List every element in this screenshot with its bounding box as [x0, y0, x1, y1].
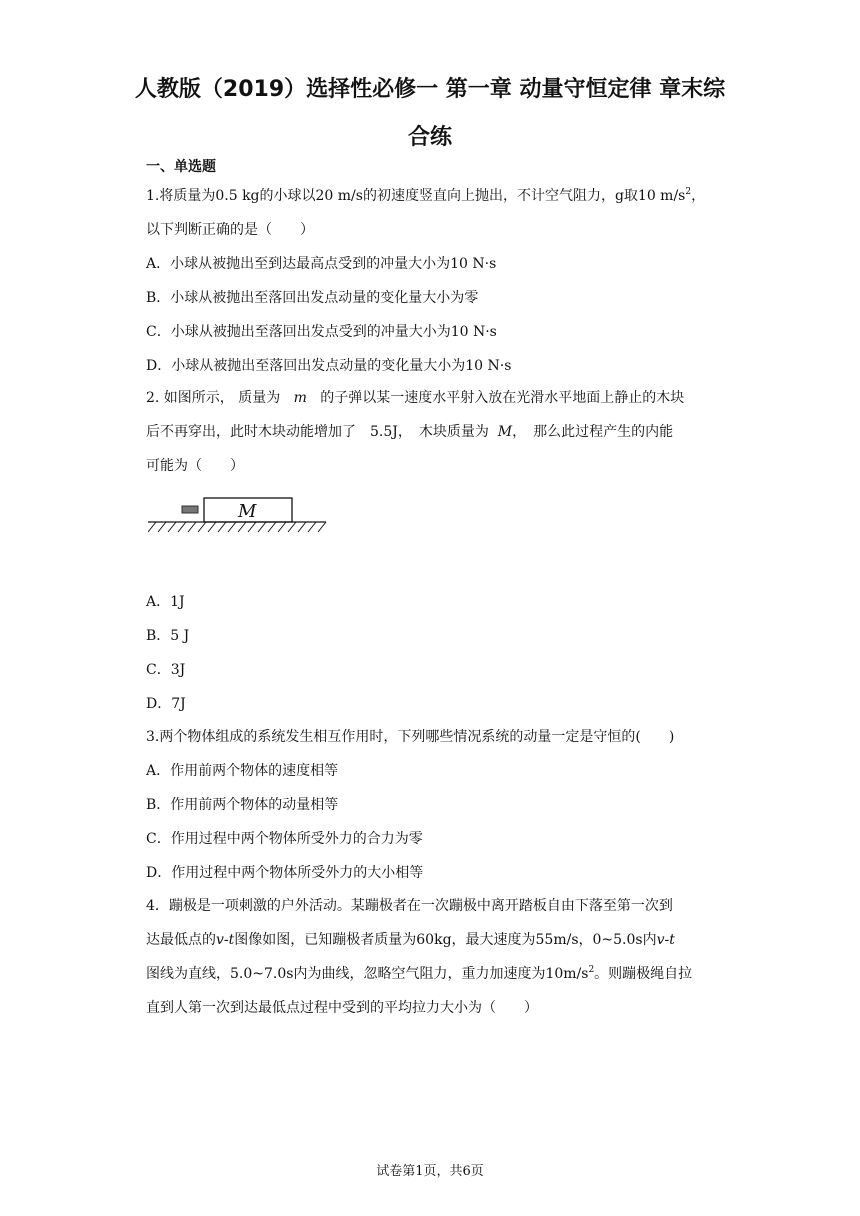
page-footer: 试卷第1页，共6页	[376, 1164, 484, 1179]
q2-stem-line1	[146, 388, 684, 408]
q4-text-b: 图像如图，已知蹦极者质量为60kg，最大速度为55m/s，0~5.0s内	[234, 932, 657, 948]
q3-option-c: C．作用过程中两个物体所受外力的合力为零	[146, 831, 423, 847]
title-line-1: 人教版（2019）选择性必修一 第一章 动量守恒定律 章末综	[134, 77, 726, 102]
q2-var-M: M	[497, 424, 513, 440]
q1-option-b: B．小球从被抛出至落回出发点动量的变化量大小为零	[146, 290, 479, 306]
section-heading: 一、单选题	[146, 159, 216, 175]
document-title	[100, 66, 760, 162]
q2-option-b: B．5 J	[146, 628, 190, 644]
q2-text-a: 2. 如图所示， 质量为	[146, 390, 281, 406]
q3-option-a: A．作用前两个物体的速度相等	[146, 763, 339, 779]
q1-stem-line2: 以下判断正确的是（ ）	[146, 222, 314, 238]
q4-text-d: 。则蹦极绳自拉	[594, 966, 693, 982]
q4-stem-line1: 4．蹦极是一项刺激的户外活动。某蹦极者在一次蹦极中离开踏板自由下落至第一次到	[146, 898, 673, 914]
q1-option-d: D．小球从被抛出至落回出发点动量的变化量大小为10 N·s	[146, 358, 512, 374]
q4-stem-line3	[146, 964, 692, 984]
q1-stem-text: 1.将质量为0.5 kg的小球以20 m/s的初速度竖直向上抛出，不计空气阻力，g取10 m/s	[146, 188, 686, 204]
title-line-2: 合练	[407, 125, 452, 150]
q3-option-b: B．作用前两个物体的动量相等	[146, 797, 339, 813]
q2-text-d: ， 那么此过程产生的内能	[512, 424, 674, 440]
ground-hatching	[148, 522, 326, 532]
q4-text-a: 达最低点的	[146, 932, 216, 948]
q1-option-c: C．小球从被抛出至落回出发点受到的冲量大小为10 N·s	[146, 324, 497, 340]
bullet-shape	[182, 506, 198, 513]
q2-option-d: D．7J	[146, 696, 186, 712]
q2-stem-line2	[146, 422, 673, 442]
q4-var-vt-2: v-t	[656, 932, 675, 948]
q1-stem-end: ，	[691, 188, 706, 204]
q1-stem-line1	[146, 186, 705, 206]
q4-text-c: 图线为直线，5.0~7.0s内为曲线，忽略空气阻力，重力加速度为10m/s	[146, 966, 589, 982]
bullet-block-figure	[148, 496, 338, 538]
q1-superscript: 2	[685, 187, 692, 197]
q4-var-vt: v-t	[216, 932, 235, 948]
block-label: M	[238, 501, 257, 522]
q4-superscript: 2	[588, 965, 595, 975]
q2-text-b: 的子弹以某一速度水平射入放在光滑水平地面上静止的木块	[320, 390, 685, 406]
q2-text-c: 后不再穿出，此时木块动能增加了 5.5J， 木块质量为	[146, 424, 489, 440]
q2-option-c: C．3J	[146, 662, 186, 678]
q4-stem-line4: 直到人第一次到达最低点过程中受到的平均拉力大小为（ ）	[146, 1000, 538, 1016]
q2-option-a: A．1J	[146, 594, 185, 610]
q2-var-m: m	[293, 390, 307, 406]
q1-option-a: A．小球从被抛出至到达最高点受到的冲量大小为10 N·s	[146, 256, 497, 272]
q4-stem-line2	[146, 930, 675, 950]
q3-option-d: D．作用过程中两个物体所受外力的大小相等	[146, 865, 424, 881]
q3-stem: 3.两个物体组成的系统发生相互作用时，下列哪些情况系统的动量一定是守恒的( )	[146, 729, 675, 745]
q2-stem-line3: 可能为（ ）	[146, 458, 244, 474]
